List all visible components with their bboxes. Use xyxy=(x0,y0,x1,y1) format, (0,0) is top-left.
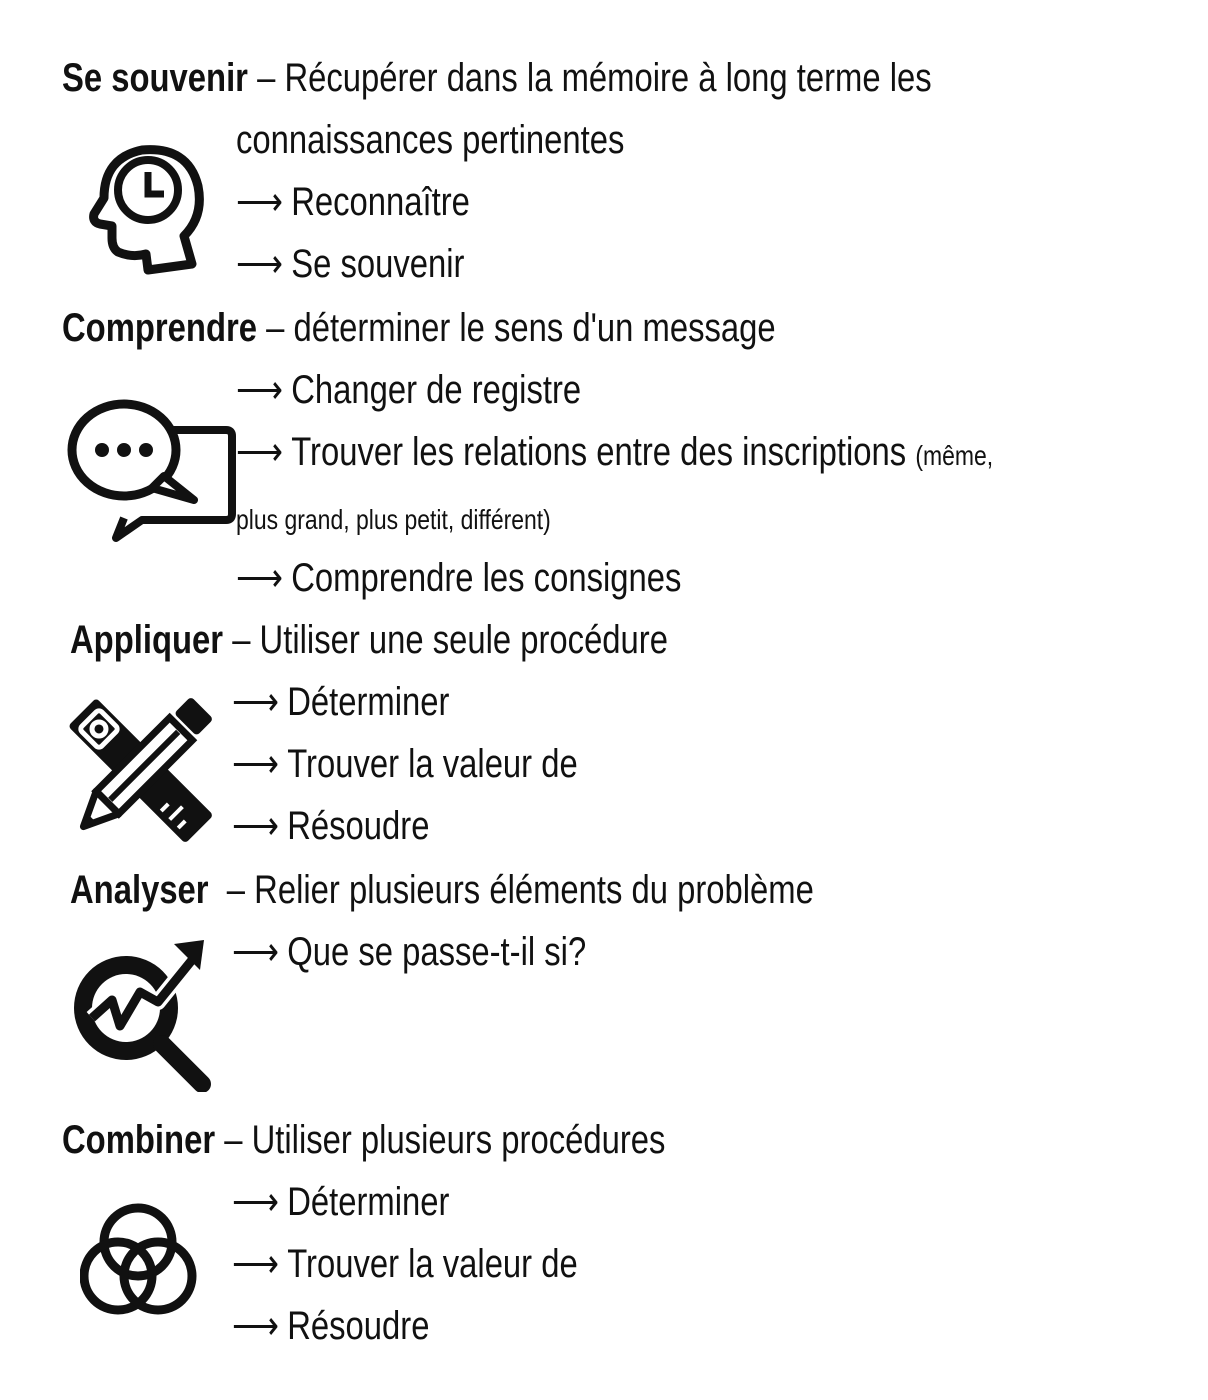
section-title: Se souvenir xyxy=(62,56,248,100)
list-item: ⟶ Que se passe-t-il si? xyxy=(232,926,664,978)
list-item: ⟶ Trouver la valeur de xyxy=(232,1238,654,1290)
separator: – xyxy=(266,306,285,350)
arrow-icon: ⟶ xyxy=(236,242,284,286)
section-title: Appliquer xyxy=(70,618,224,662)
arrow-icon: ⟶ xyxy=(236,556,284,600)
section-heading-analyser xyxy=(70,864,977,916)
speech-bubbles-icon xyxy=(66,392,236,542)
section-heading-appliquer xyxy=(70,614,799,666)
head-clock-icon xyxy=(80,140,210,280)
separator: – xyxy=(224,1118,243,1162)
section-description: Relier plusieurs éléments du problème xyxy=(254,868,814,912)
overlapping-circles-icon xyxy=(80,1200,200,1320)
list-item: ⟶ Déterminer xyxy=(232,1176,497,1228)
arrow-icon: ⟶ xyxy=(232,1242,280,1286)
separator: – xyxy=(257,56,276,100)
pencil-ruler-icon xyxy=(62,692,218,848)
list-item: ⟶ Changer de registre xyxy=(236,364,657,416)
separator: – xyxy=(232,618,251,662)
magnifier-graph-icon xyxy=(62,936,218,1092)
list-item: ⟶ Trouver la valeur de xyxy=(232,738,654,790)
section-heading-se-souvenir xyxy=(62,52,1123,104)
arrow-icon: ⟶ xyxy=(232,930,280,974)
list-item: ⟶ Se souvenir xyxy=(236,238,515,290)
separator: – xyxy=(226,868,246,912)
arrow-icon: ⟶ xyxy=(236,180,284,224)
list-item: ⟶ Déterminer xyxy=(232,676,497,728)
list-item: ⟶ Trouver les relations entre des inscriptions (même, xyxy=(236,426,1159,482)
arrow-icon: ⟶ xyxy=(232,1180,280,1224)
section-title: Combiner xyxy=(62,1118,216,1162)
arrow-icon: ⟶ xyxy=(236,368,284,412)
list-item: ⟶ Résoudre xyxy=(232,1300,473,1352)
arrow-icon: ⟶ xyxy=(232,1304,280,1348)
item-note: (même, xyxy=(915,440,994,471)
section-title: Analyser xyxy=(70,868,209,912)
section-description: Utiliser une seule procédure xyxy=(259,618,668,662)
section-description-continued: connaissances pertinentes xyxy=(236,118,625,162)
list-item: ⟶ Comprendre les consignes xyxy=(236,552,779,604)
section-description: Utiliser plusieurs procédures xyxy=(251,1118,666,1162)
list-item: ⟶ Reconnaître xyxy=(236,176,521,228)
section-description: Récupérer dans la mémoire à long terme les xyxy=(284,56,932,100)
arrow-icon: ⟶ xyxy=(232,804,280,848)
section-heading-combiner xyxy=(62,1114,798,1166)
list-item: ⟶ Résoudre xyxy=(232,800,473,852)
item-note-continued: plus grand, plus petit, différent) xyxy=(236,504,551,535)
section-title: Comprendre xyxy=(62,306,258,350)
section-description: déterminer le sens d'un message xyxy=(293,306,776,350)
section-heading-comprendre xyxy=(62,302,932,354)
arrow-icon: ⟶ xyxy=(232,742,280,786)
arrow-icon: ⟶ xyxy=(236,430,284,474)
arrow-icon: ⟶ xyxy=(232,680,280,724)
